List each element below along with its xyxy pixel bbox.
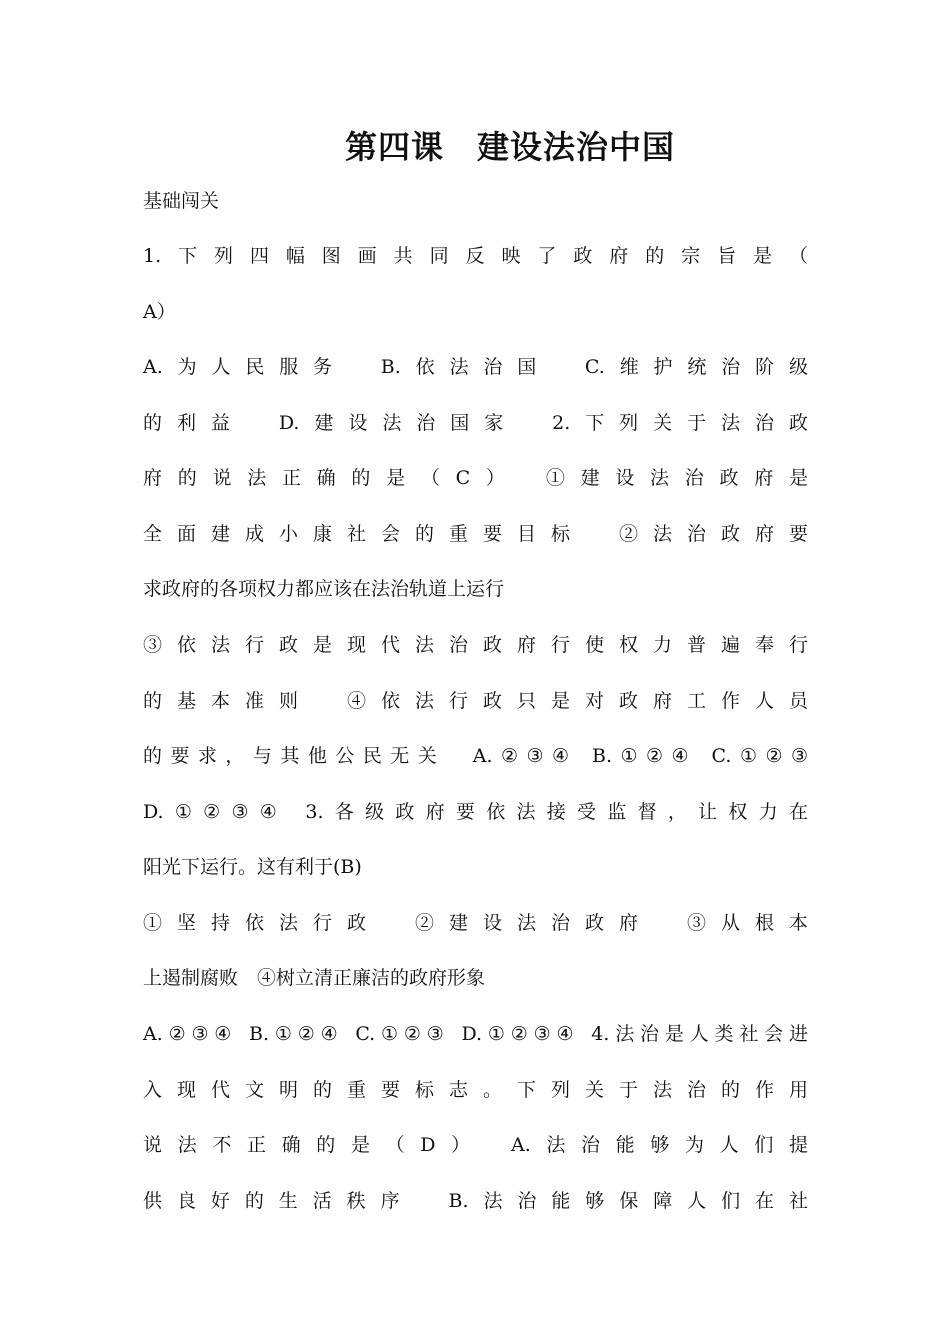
text-line: 府的说法正确的是（C） ①建设法治政府是 [143,467,808,489]
text-line: 求政府的各项权力都应该在法治轨道上运行 [143,578,505,600]
text-line: D.①②③④ 3.各级政府要依法接受监督，让权力在 [143,801,808,823]
text-line: 说法不正确的是（D） A.法治能够为人们提 [143,1134,808,1156]
text-line: 的基本准则 ④依法行政只是对政府工作人员 [143,690,808,712]
text-line: A.为人民服务 B.依法治国 C.维护统治阶级 [143,356,808,378]
text-line: ①坚持依法行政 ②建设法治政府 ③从根本 [143,912,808,934]
text-line: 的要求，与其他公民无关 A.②③④ B.①②④ C.①②③ [143,745,808,767]
page-title: 第四课 建设法治中国 [344,128,675,166]
text-line: 的利益 D.建设法治国家 2.下列关于法治政 [143,412,808,434]
text-line: 阳光下运行。这有利于(B) [143,856,362,878]
text-line: 入现代文明的重要标志。下列关于法治的作用 [143,1079,808,1101]
section-heading: 基础闯关 [143,190,220,212]
text-line: 供良好的生活秩序 B.法治能够保障人们在社 [143,1190,808,1212]
text-line: A） [143,301,176,323]
text-line: ③依法行政是现代法治政府行使权力普遍奉行 [143,634,808,656]
text-line: 上遏制腐败 ④树立清正廉洁的政府形象 [143,967,486,989]
text-line: 1.下列四幅图画共同反映了政府的宗旨是（ [143,245,808,267]
text-line: A.②③④ B.①②④ C.①②③ D.①②③④ 4.法治是人类社会进 [143,1023,808,1045]
text-line: 全面建成小康社会的重要目标 ②法治政府要 [143,523,808,545]
